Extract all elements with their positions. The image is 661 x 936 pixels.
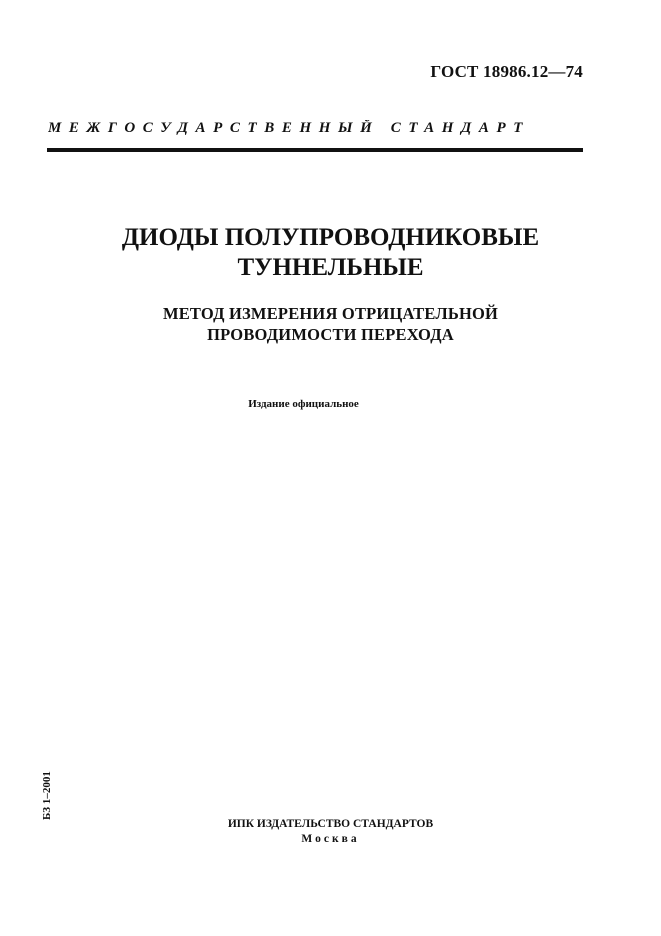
subtitle-line-1: МЕТОД ИЗМЕРЕНИЯ ОТРИЦАТЕЛЬНОЙ (162, 304, 499, 323)
header-rule (47, 148, 583, 152)
subtitle-line-2: ПРОВОДИМОСТИ ПЕРЕХОДА (207, 325, 454, 344)
main-title-line-2: ТУННЕЛЬНЫЕ (237, 254, 424, 281)
edition-note: Издание официальное (248, 398, 359, 410)
side-code: БЗ 1–2001 (41, 771, 53, 820)
publisher-name: ИПК ИЗДАТЕЛЬСТВО СТАНДАРТОВ (227, 818, 434, 830)
subtitle (0, 303, 661, 345)
publisher (0, 817, 661, 847)
main-title-line-1: ДИОДЫ ПОЛУПРОВОДНИКОВЫЕ (121, 224, 540, 251)
standard-type: МЕЖГОСУДАРСТВЕННЫЙ СТАНДАРТ (48, 120, 531, 136)
gost-number: ГОСТ 18986.12—74 (430, 62, 583, 81)
main-title (0, 223, 661, 283)
publisher-city: Москва (301, 833, 360, 845)
